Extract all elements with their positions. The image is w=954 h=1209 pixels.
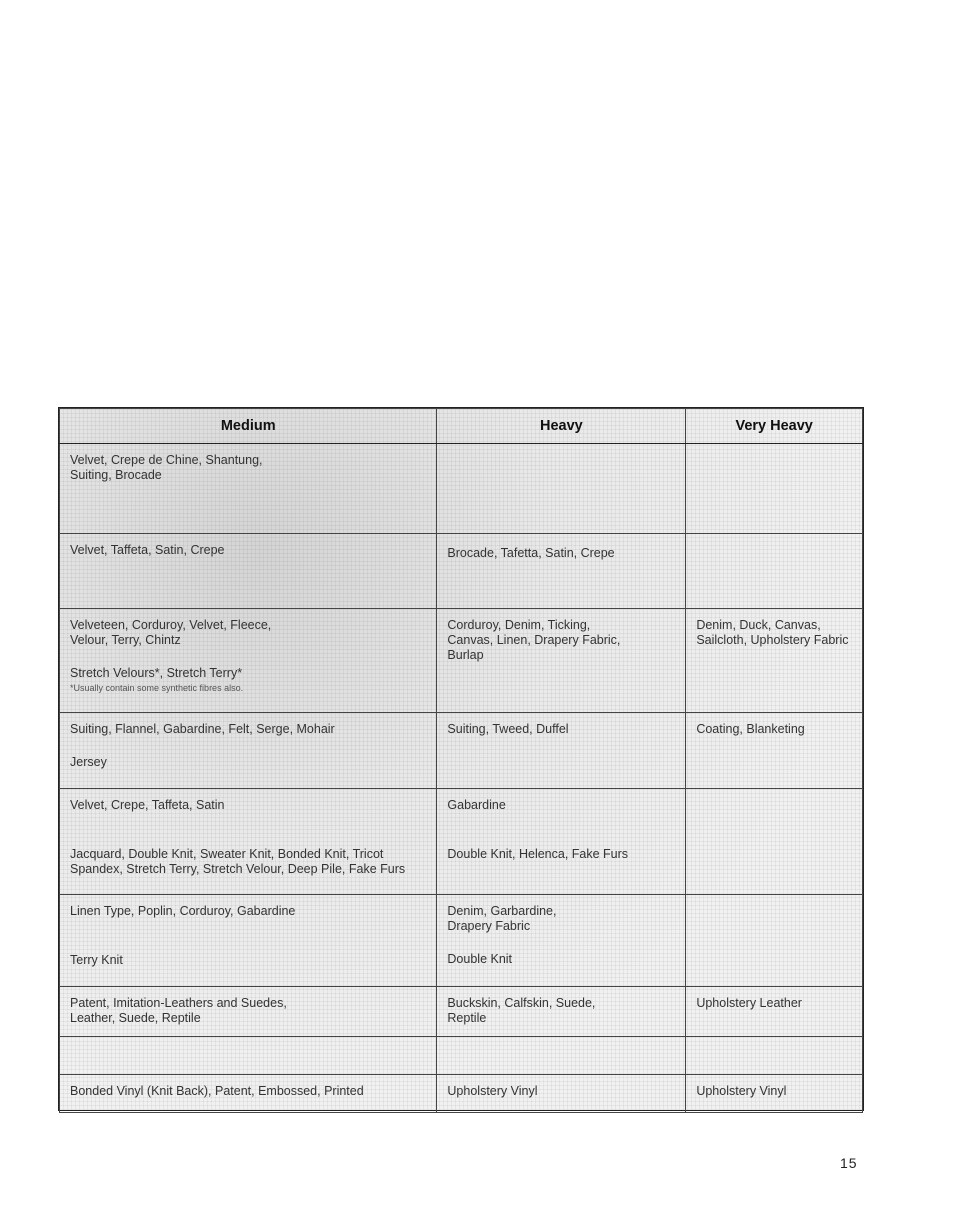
cell-very-heavy xyxy=(686,713,863,789)
table-header-row xyxy=(60,409,863,444)
cell-line: Terry Knit xyxy=(70,953,123,967)
cell-line: Suiting, Tweed, Duffel xyxy=(447,722,569,736)
footnote: *Usually contain some synthetic fibres also. xyxy=(70,683,244,693)
cell-medium xyxy=(60,895,437,987)
cell-line: Leather, Suede, Reptile xyxy=(70,1011,201,1025)
cell-very-heavy xyxy=(686,444,863,534)
cell-line: Sailcloth, Upholstery Fabric xyxy=(696,633,849,647)
cell-line: Upholstery Vinyl xyxy=(447,1084,538,1098)
cell-heavy xyxy=(437,789,686,895)
cell-medium xyxy=(60,534,437,609)
page-number: 15 xyxy=(840,1155,858,1171)
table-row xyxy=(60,895,863,987)
table-row xyxy=(60,609,863,713)
cell-medium xyxy=(60,1075,437,1113)
fabric-weight-table-container xyxy=(58,407,864,1111)
cell-very-heavy xyxy=(686,534,863,609)
cell-medium xyxy=(60,609,437,713)
cell-line: Upholstery Leather xyxy=(696,996,802,1010)
cell-line: Double Knit, Helenca, Fake Furs xyxy=(447,847,629,861)
header-very-heavy: Very Heavy xyxy=(686,409,863,444)
cell-heavy xyxy=(437,444,686,534)
cell-line: Coating, Blanketing xyxy=(696,722,805,736)
cell-line: Stretch Velours*, Stretch Terry* xyxy=(70,666,243,680)
cell-heavy xyxy=(437,1037,686,1075)
cell-line: Double Knit xyxy=(447,952,513,966)
cell-very-heavy xyxy=(686,1037,863,1075)
cell-heavy xyxy=(437,895,686,987)
header-heavy: Heavy xyxy=(437,409,686,444)
fabric-weight-table xyxy=(59,408,863,1113)
table-row xyxy=(60,987,863,1037)
table-row xyxy=(60,789,863,895)
header-medium: Medium xyxy=(60,409,437,444)
table-row xyxy=(60,713,863,789)
cell-medium xyxy=(60,1037,437,1075)
cell-line: Burlap xyxy=(447,648,484,662)
cell-line: Velveteen, Corduroy, Velvet, Fleece, xyxy=(70,618,272,632)
cell-line: Velvet, Crepe, Taffeta, Satin xyxy=(70,798,225,812)
cell-heavy xyxy=(437,609,686,713)
cell-line: Linen Type, Poplin, Corduroy, Gabardine xyxy=(70,904,296,918)
cell-line: Reptile xyxy=(447,1011,487,1025)
table-row xyxy=(60,444,863,534)
table-row xyxy=(60,1075,863,1113)
cell-line: Brocade, Tafetta, Satin, Crepe xyxy=(447,546,615,560)
cell-line: Denim, Duck, Canvas, xyxy=(696,618,821,632)
cell-medium xyxy=(60,789,437,895)
cell-very-heavy xyxy=(686,789,863,895)
cell-very-heavy xyxy=(686,987,863,1037)
cell-very-heavy xyxy=(686,1075,863,1113)
cell-line: Bonded Vinyl (Knit Back), Patent, Embossed, Printed xyxy=(70,1084,364,1098)
cell-line: Spandex, Stretch Terry, Stretch Velour, Deep Pile, Fake Furs xyxy=(70,862,406,876)
cell-heavy xyxy=(437,534,686,609)
cell-line: Canvas, Linen, Drapery Fabric, xyxy=(447,633,621,647)
cell-line: Suiting, Flannel, Gabardine, Felt, Serge, Mohair xyxy=(70,722,335,736)
table-row xyxy=(60,534,863,609)
cell-very-heavy xyxy=(686,895,863,987)
cell-medium xyxy=(60,713,437,789)
cell-heavy xyxy=(437,987,686,1037)
table-row xyxy=(60,1037,863,1075)
cell-line: Drapery Fabric xyxy=(447,919,531,933)
cell-line: Denim, Garbardine, xyxy=(447,904,557,918)
cell-line: Velvet, Taffeta, Satin, Crepe xyxy=(70,543,225,557)
cell-line: Velvet, Crepe de Chine, Shantung, xyxy=(70,453,263,467)
cell-line: Jersey xyxy=(70,755,107,769)
cell-line: Velour, Terry, Chintz xyxy=(70,633,181,647)
cell-line: Corduroy, Denim, Ticking, xyxy=(447,618,591,632)
cell-medium xyxy=(60,444,437,534)
cell-line: Upholstery Vinyl xyxy=(696,1084,787,1098)
cell-heavy xyxy=(437,1075,686,1113)
cell-line: Gabardine xyxy=(447,798,506,812)
cell-line: Buckskin, Calfskin, Suede, xyxy=(447,996,596,1010)
cell-heavy xyxy=(437,713,686,789)
cell-line: Patent, Imitation-Leathers and Suedes, xyxy=(70,996,287,1010)
cell-medium xyxy=(60,987,437,1037)
cell-line: Suiting, Brocade xyxy=(70,468,162,482)
cell-line: Jacquard, Double Knit, Sweater Knit, Bonded Knit, Tricot xyxy=(70,847,384,861)
cell-very-heavy xyxy=(686,609,863,713)
